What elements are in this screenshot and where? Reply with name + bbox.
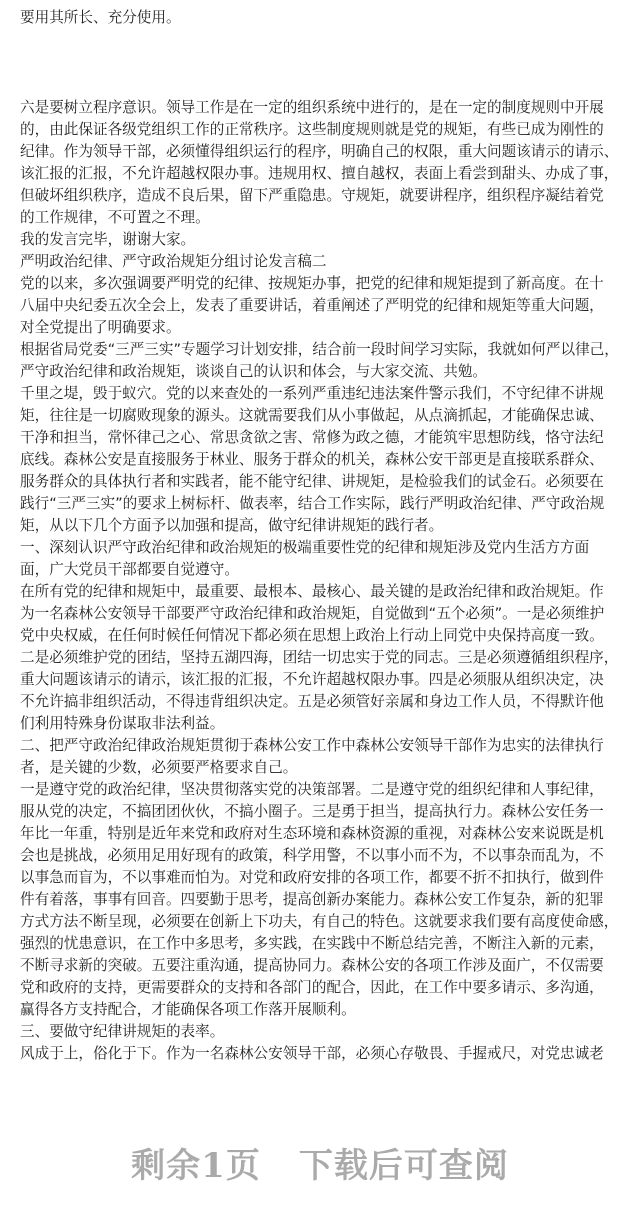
text-line: 者，是关键的少数，必须要严格要求自己。 bbox=[20, 759, 298, 776]
text-line: 重大问题该请示的请示，该汇报的汇报，不允许超越权限办事。四是必须服从组织决定，决 bbox=[20, 671, 604, 688]
text-line: 六是要树立程序意识。领导工作是在一定的组织系统中进行的，是在一定的制度规则中开展 bbox=[20, 99, 604, 116]
text-line: 件有着落，事事有回音。四要勤于思考，提高创新办案能力。森林公安工作复杂，新的犯罪 bbox=[20, 891, 604, 908]
text-line: 纪律。作为领导干部，必须懂得组织运行的程序，明确自己的权限，重大问题该请示的请示、 bbox=[20, 143, 619, 160]
document-text-main bbox=[20, 97, 624, 1065]
text-line: 的工作规律，不可置之不理。 bbox=[20, 209, 210, 226]
text-line: 为一名森林公安领导干部要严守政治纪律和政治规矩，自觉做到“五个必须”。一是必须维护 bbox=[20, 605, 605, 622]
text-line: 三、要做守纪律讲规矩的表率。 bbox=[20, 1023, 225, 1040]
text-line: 不允许搞非组织活动，不得违背组织决定。五是必须管好亲属和身边工作人员，不得默许他 bbox=[20, 693, 604, 710]
text-line: 党和政府的支持，更需要群众的支持和各部门的配合，因此，在工作中要多请示、多沟通， bbox=[20, 979, 604, 996]
text-line: 严守政治纪律和政治规矩，谈谈自己的认识和体会，与大家交流、共勉。 bbox=[20, 363, 488, 380]
text-line: 根据省局党委“三严三实”专题学习计划安排，结合前一段时间学习实际，我就如何严以律己， bbox=[20, 341, 619, 358]
download-banner[interactable] bbox=[0, 1138, 640, 1187]
text-line: 矩，从以下几个方面予以加强和提高，做守纪律讲规矩的践行者。 bbox=[20, 517, 444, 534]
remaining-pages-label: 剩余1页 bbox=[131, 1146, 261, 1186]
text-line: 服从党的决定，不搞团团伙伙，不搞小圈子。三是勇于担当，提高执行力。森林公安任务一 bbox=[20, 803, 604, 820]
text-line: 赢得各方支持配合，才能确保各项工作落开展顺利。 bbox=[20, 1001, 356, 1018]
text-line: 严明政治纪律、严守政治规矩分组讨论发言稿二 bbox=[20, 253, 327, 270]
document-text-top bbox=[20, 7, 624, 29]
text-line: 但破坏组织秩序，造成不良后果，留下严重隐患。守规矩，就要讲程序，组织程序凝结着党 bbox=[20, 187, 604, 204]
text-line: 党的以来，多次强调要严明党的纪律、按规矩办事，把党的纪律和规矩提到了新高度。在十 bbox=[20, 275, 604, 292]
text-line: 千里之堤，毁于蚁穴。党的以来查处的一系列严重违纪违法案件警示我们，不守纪律不讲规 bbox=[20, 385, 604, 402]
text-line: 的，由此保证各级党组织工作的正常秩序。这些制度规则就是党的规矩，有些已成为刚性的 bbox=[20, 121, 604, 138]
text-line: 风成于上，俗化于下。作为一名森林公安领导干部，必须心存敬畏、手握戒尺，对党忠诚老 bbox=[20, 1045, 604, 1062]
text-line: 强烈的忧患意识，在工作中多思考，多实践，在实践中不断总结完善，不断注入新的元素， bbox=[20, 935, 604, 952]
text-line: 二是必须维护党的团结，坚持五湖四海，团结一切忠实于党的同志。三是必须遵循组织程序， bbox=[20, 649, 619, 666]
text-line: 会也是挑战，必须用足用好现有的政策，科学用警，不以事小而不为，不以事杂而乱为，不 bbox=[20, 847, 604, 864]
text-line: 在所有党的纪律和规矩中，最重要、最根本、最核心、最关键的是政治纪律和政治规矩。作 bbox=[20, 583, 604, 600]
text-line: 党中央权威，在任何时候任何情况下都必须在思想上政治上行动上同党中央保持高度一致。 bbox=[20, 627, 604, 644]
text-line: 年比一年重，特别是近年来党和政府对生态环境和森林资源的重视，对森林公安来说既是机 bbox=[20, 825, 604, 842]
text-line: 要用其所长、充分使用。 bbox=[20, 9, 181, 26]
text-line: 一、深刻认识严守政治纪律和政治规矩的极端重要性党的纪律和规矩涉及党内生活方方面 bbox=[20, 539, 590, 556]
text-line: 干净和担当，常怀律己之心、常思贪欲之害、常修为政之德，才能筑牢思想防线，恪守法纪 bbox=[20, 429, 604, 446]
text-line: 一是遵守党的政治纪律，坚决贯彻落实党的决策部署。二是遵守党的组织纪律和人事纪律， bbox=[20, 781, 604, 798]
text-line: 二、把严守政治纪律政治规矩贯彻于森林公安工作中森林公安领导干部作为忠实的法律执行 bbox=[20, 737, 604, 754]
text-line: 方式方法不断呈现，必须要在创新上下功夫，有自己的特色。这就要求我们要有高度使命感， bbox=[20, 913, 619, 930]
text-line: 对全党提出了明确要求。 bbox=[20, 319, 181, 336]
text-line: 不断寻求新的突破。五要注重沟通，提高协同力。森林公安的各项工作涉及面广，不仅需要 bbox=[20, 957, 604, 974]
text-line: 我的发言完毕，谢谢大家。 bbox=[20, 231, 196, 248]
text-line: 底线。森林公安是直接服务于林业、服务于群众的机关，森林公安干部更是直接联系群众、 bbox=[20, 451, 604, 468]
text-line: 面，广大党员干部都要自觉遵守。 bbox=[20, 561, 239, 578]
text-line: 践行“三严三实”的要求上树标杆、做表率，结合工作实际，践行严明政治纪律、严守政治规 bbox=[20, 495, 605, 512]
text-line: 们利用特殊身份谋取非法利益。 bbox=[20, 715, 225, 732]
text-line: 该汇报的汇报，不允许超越权限办事。违规用权、擅自越权，表面上看尝到甜头、办成了事， bbox=[20, 165, 619, 182]
download-to-view-label[interactable]: 下载后可查阅 bbox=[298, 1146, 509, 1186]
text-line: 服务群众的具体执行者和实践者，能不能守纪律、讲规矩，是检验我们的试金石。必须要在 bbox=[20, 473, 604, 490]
text-line: 八届中央纪委五次全会上，发表了重要讲话，着重阐述了严明党的纪律和规矩等重大问题， bbox=[20, 297, 604, 314]
text-line: 矩，往往是一切腐败现象的源头。这就需要我们从小事做起，从点滴抓起，才能确保忠诚、 bbox=[20, 407, 604, 424]
text-line: 以事急而盲为，不以事难而怕为。对党和政府安排的各项工作，都要不折不扣执行，做到件 bbox=[20, 869, 604, 886]
